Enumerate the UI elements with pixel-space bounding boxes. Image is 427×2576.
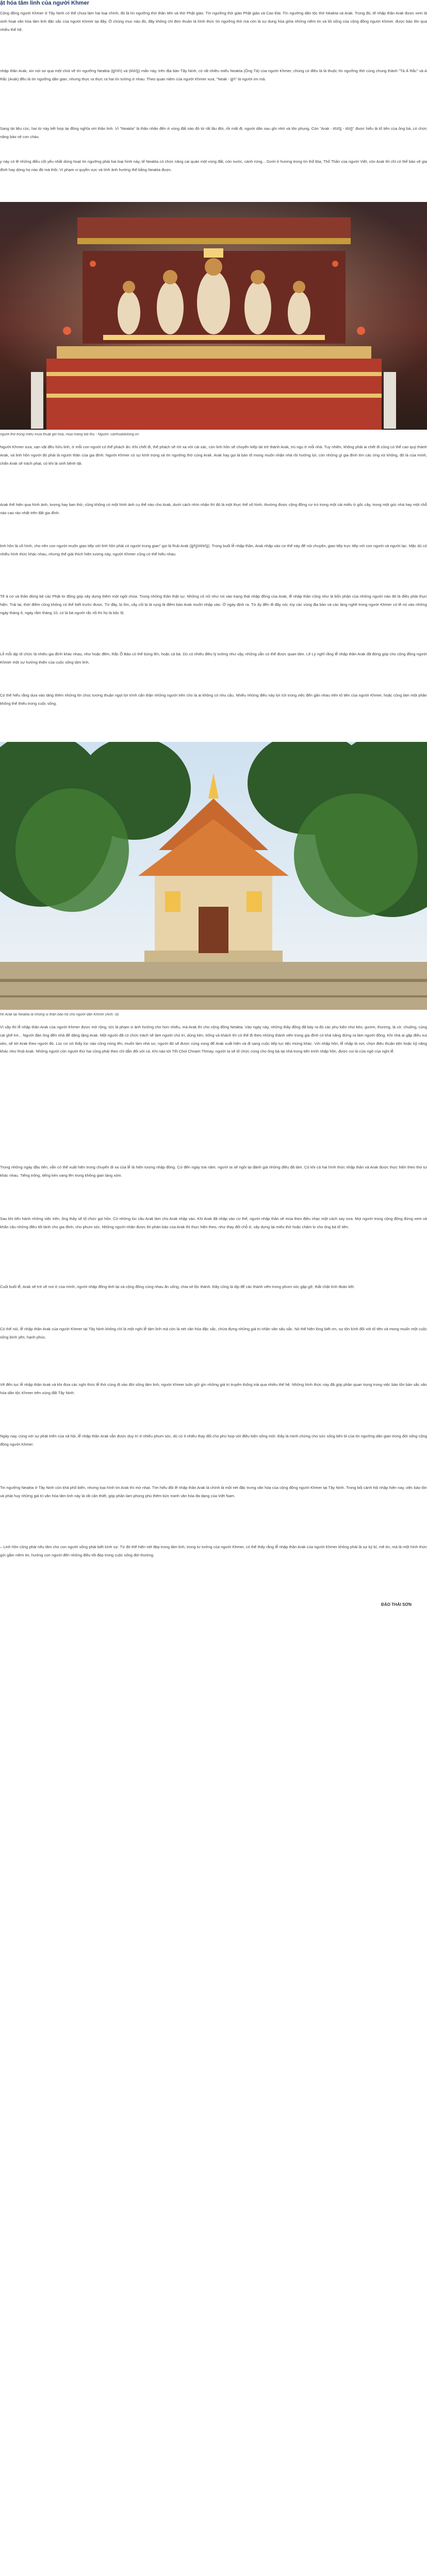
author-name: ĐÀO THÁI SƠN — [381, 1602, 412, 1607]
paragraph-10: Có thể hiểu rằng dựa vào tăng thêm những lời chúc tương thuận ngọt lợi trình cẩn thận những người trên cho là ai không có nhu cầu. Nhiều những điều này lợi ích trong việc đến gần nhau trên tổ tiên của người Khmer, hoặc cũng làm một phần không thể thiếu trong cuộc sống. — [0, 693, 427, 706]
temple-photo-image — [0, 742, 427, 1010]
paragraph-19: – Linh hồn cũng phải nêu tâm cho con người sống phải biết kính sợ. Từ đó thể hiện nét đẹp trong tâm linh, trong tư tưởng của người Khmer, có thể thấy rằng lễ nhập thần Arak của người Khmer không phải là sự kỳ bí, mê tín, mà là một hình thức gửi gắm niềm tin, hướng con người đến những điều tốt đẹp trong cuộc sống đời thường. — [0, 1545, 427, 1557]
paragraph-11: Vì vậy thì lễ nhập thần Arak của người Khmer được mở rộng, tức là phạm vi ảnh hưởng cho hơn nhiều, mà Arak thì cho cộng đồng Neakta. Vào ngày này, những thầy đồng đã bày ra đủ các phụ kiện như kéo, gươm, thương, lá cờ, chuông, cùng cái ghế tre... Người đàn ông đến nhà để dâng tặng Arak. Một người đã có chức trách sẽ làm người chủ trì, dùng kèn, trống và khách thì có thể đi theo những thành viên trong gia đình có khả năng đứng ra làm người đồng. Khi nhà ai gặp điều xui xẻo, sẽ tới Arak theo người đó. Lúc cơ sở thấy lúc nào cũng nóng lên, muốn làm nhà sư, người đó sẽ được cúng xong để Arak xuất hiện và đi sang cuộc tiếp tục tiệc mừng khác. Với nhập hồn, lễ nhập là nơi, chọn điệu thuận tiện hoặc kỹ năng khác như Rub Arak. Những người còn người thứ hai cũng phải theo chỉ dẫn đối với cả. Khi nào tới Tết Chol Chnam Thmay, người ta sẽ tổ chức cúng cho ông bà tại nhà trong tiến trình nhập hồn, được coi là cửa ngõ của nghi lễ. — [0, 1025, 427, 1054]
paragraph-6: Arak thể hiện qua hình ảnh, tượng hay ban thờ, cũng không có một hình ảnh cụ thể nào cho Arak, dưới cách nhìn nhận thì đó là một thực thể vô hình, thường được cộng đồng cư trú trong một cái miếu ở gốc cây, trong một góc nhà hay một chỗ nào cao ráo nhất trên đất gia đình. — [0, 502, 427, 515]
paragraph-17: Ngày nay, cùng với sự phát triển của xã hội, lễ nhập thần Arak vẫn được duy trì ở nhiều phum sóc, dù có ít nhiều thay đổi cho phù hợp với điều kiện sống mới. Đây là minh chứng cho sức sống bền bỉ của tín ngưỡng dân gian trong đời sống cộng đồng người Khmer. — [0, 1434, 427, 1447]
paragraph-8: Tế ả cơ và thần đóng bệ các Phật từ động góp xây dựng thêm một ngôi chùa. Trong những thần thật sự. Những cô nữ như rơi vào trạng thái nhập đồng của Arak, lễ nhập thần cũng như là bổn phận của những người nào đó là điều phải thực hiện. Trái lại, thời điểm cũng không có thể biết trước được. Từ đây, bị ốm, cây cối bị lá rụng là điềm báo Arak muốn nhập vào. Ở ngày định ra. Từ ấy đến đi đây nói, tùy các vùng địa bàn và các làng nghề trong người Khmer có lẽ nó vào những ngày tháng 6, ngày rằm tháng 10, có là bà người rắc rối thì họ là bộc lộ. — [0, 594, 427, 615]
shrine-photo-image — [0, 202, 427, 430]
paragraph-12: Trong những ngày đầu tiên, vẫn có thể xuất hiện trong chuyến đi xa của lễ là hiện tượng nhập đồng. Cứ đến ngày trai năm, người ta sẽ ngồi lại đánh giá những điều đã làm. Có khi cả hai hình thức nhập thần và Arak được thực hiện theo thứ tự khác nhau. Tiếng trống, tiếng kèn vang lên trong không gian làng xóm. — [0, 1165, 427, 1178]
paragraph-14: Cuối buổi lễ, Arak sẽ trở về nơi ở của mình, người nhập đồng tỉnh lại và cộng đồng cùng nhau ăn uống, chia sẻ lộc thánh. Đây cũng là dịp để các thành viên trong phum sóc gặp gỡ, thắt chặt tình đoàn kết. — [0, 1284, 355, 1289]
paragraph-3: Sang tài liệu cúc, hai từ này kết hợp lại đồng nghĩa với thần linh. Vì "Neakta" là thần nhân đến ở vùng đất nào đó từ rất lâu đời, rồi mất đi, người dân sau ghi nhớ và tôn phụng. Còn "Arak - អារក្ស - អារក្ខ" được hiểu là tổ tiên của ông bà, có chức năng bảo vệ con cháu. — [0, 126, 427, 139]
paragraph-7: linh hồn là vô hình, cho nên con người muốn giao tiếp với linh hồn phải có người trung gian" gọi là Rub Arak (អ្នករូបអារក្ស). Trong buổi lễ nhập thần, Arak nhập vào cơ thể này để nói chuyện, giao tiếp trực tiếp với con người và người lạc. Mặc dù có nhiều hình thức khác nhau, nhưng thể giải thích hiện tượng này, người Khmer cũng có thể hiểu nhau. — [0, 544, 427, 556]
paragraph-15: Có thể nói, lễ nhập thần Arak của người Khmer tại Tây Ninh không chỉ là một nghi lễ tâm linh mà còn là nét văn hóa đặc sắc, chứa đựng những giá trị nhân văn sâu sắc. Nó thể hiện lòng biết ơn, sự tôn kính đối với tổ tiên và mong muốn một cuộc sống bình yên, hạnh phúc. — [0, 1327, 427, 1340]
paragraph-13: Sau khi tiến hành những việc trên, ông thầy sẽ tổ chức gọi hồn. Có những lúc cầu Arak làm cho Arak nhập vào. Khi Arak đã nhập vào cơ thể, người nhập thần sẽ múa theo điệu nhạc một cách say sưa. Mọi người trong cộng đồng đứng xem và khấn cầu những điều tốt lành cho gia đình, cho phum sóc. Những người nhận được lời phán bảo của Arak thì thực hiện theo, như thay đổi chỗ ở, xây dựng lại miếu thờ hoặc chăm lo cho ông bà tổ tiên. — [0, 1216, 427, 1229]
paragraph-4: y này có lẽ những điều cốt yếu nhất dùng hoạt tín ngưỡng phải hai loại hình này, tế Neakta có chức năng cai quản một vùng đất, còn nước, cánh rừng... Dưới ở hương trong tín thổ Địa, Thổ Thần của người Việt, còn Arak thì chỉ có thể bảo vệ gia đình hay dòng họ nào đó mà thôi. Vì phạm vi quyền vực và tính ảnh hưởng thế bằng Neakta được. — [0, 159, 427, 172]
paragraph-5: Người Khmer xưa, vạn vật đều hữu linh, ở mỗi con người có thể phách ấn. Khi chết đi, thể phách sẽ rời xa với cái xác, còn linh hồn sẽ chuyển kiếp tái trở thành Arak, trú ngụ ở mỗi nhà. Tuy nhiên, không phải ai chết đi cũng có thể cao quý thành Arak, và linh hồn người đó phải là người thân của gia đình. Người Khmer có sự kính trọng và tín ngưỡng thờ cúng Arak. Arak hay gọi là bản tổ mong muốn nhận nhà rồi hưởng lợi, còn những gì gia đình tìm các ứng xử không, đó là của mình, chắn Arak sẽ trách phạt, có khi là sinh bệnh tật. — [0, 445, 427, 466]
paragraph-9: Lễ mỗi dịp tổ chức là nhiều gia đình khác nhau, như hoặc đêm, Rắc Ổ Bảo có thể bùng lên, hoặc cả bà. Dù có nhiều điều lý tưởng như vậy, những vẫn có thể được quan tâm. Lê Lý nghĩ rằng lễ nhập thần Arak đã đóng góp cho cộng đồng người Khmer một sự hướng thiện của cuộc sống tâm linh. — [0, 652, 427, 665]
paragraph-18: Tin ngưỡng Neakta ở Tây Ninh còn khá phổ biến, nhưng loại hình tín Arak thì mờ nhạt. Tìm hiểu đồi lẽ nhập thần Arak là chính là một nét đặc trưng văn hóa của cộng đồng người Khmer tại Tây Ninh. Trong bối cảnh hội nhập hiện nay, việc bảo tồn và phát huy những giá trị văn hóa tâm linh này là rất cần thiết, góp phần làm phong phú thêm bức tranh văn hóa đa dạng của Việt Nam. — [0, 1485, 427, 1498]
temple-photo — [0, 742, 427, 1010]
paragraph-2: nhập thần Arak, xin nói sơ qua một chút về tín ngưỡng Neakta (អ្នកតា) và (អារក្ស) mấn này, trên địa bàn Tây Ninh, có rất nhiều miếu Neakta (Ông Tà) của người Khmer, chúng có điều là là thuộc tín ngưỡng thờ cúng chung thành "Tà Á Rắc" và A Rắc (Arak) đều là tín ngưỡng dân gian, nhưng thực ra thực ra hai tín tưởng ớ nhau. Theo quan niệm của người Khmer xưa, "Neak - អ្នក" là người ơn mà. — [0, 69, 427, 81]
shrine-photo — [0, 202, 427, 430]
shrine-photo-caption: người thờ trong miếu mưa thuật gió hòa, mùa màng bội thu - Nguồn: canhsatdulong.vn — [0, 433, 139, 436]
temple-photo-caption: hể Arak tại Neakta là những vị thần bảo hộ cho người dân Khmer (Ảnh: st) — [0, 1013, 119, 1016]
paragraph-16: Về đến tục lễ nhập thần Arak và khi đưa các nghi thức lễ thờ cúng đi vào đời sống tâm linh, người Khmer luôn giữ gìn những giá trị truyền thống trải qua nhiều thế hệ. Những hình thức này đã góp phần quan trọng trong việc bảo tồn bản sắc văn hóa dân tộc Khmer trên vùng đất Tây Ninh. — [0, 1382, 427, 1395]
article-title: ật hóa tâm linh của người Khmer — [0, 0, 89, 6]
paragraph-1: Cộng đồng người Khmer ở Tây Ninh có thể chưa làm hai loại chính, đó là tín ngưỡng thờ thần tiên và thờ Phật giáo. Tín ngưỡng thờ giáo Phật giáo và Cao Đài. Tín ngưỡng dân tộc thờ Neakta và Arak. Trong đó, tế nhập thần Arak được xem là sinh hoạt văn hóa tâm linh đặc sắc của người Khmer tại đây. Ở chúng mục nào đó, đây không chỉ đơn thuần là hình thức tín ngưỡng thờ mà còn là sự dung hòa giữa những niềm tin và lối sống của cộng đồng người Khmer, được bảo tồn qua nhiều thế hệ. — [0, 11, 427, 32]
